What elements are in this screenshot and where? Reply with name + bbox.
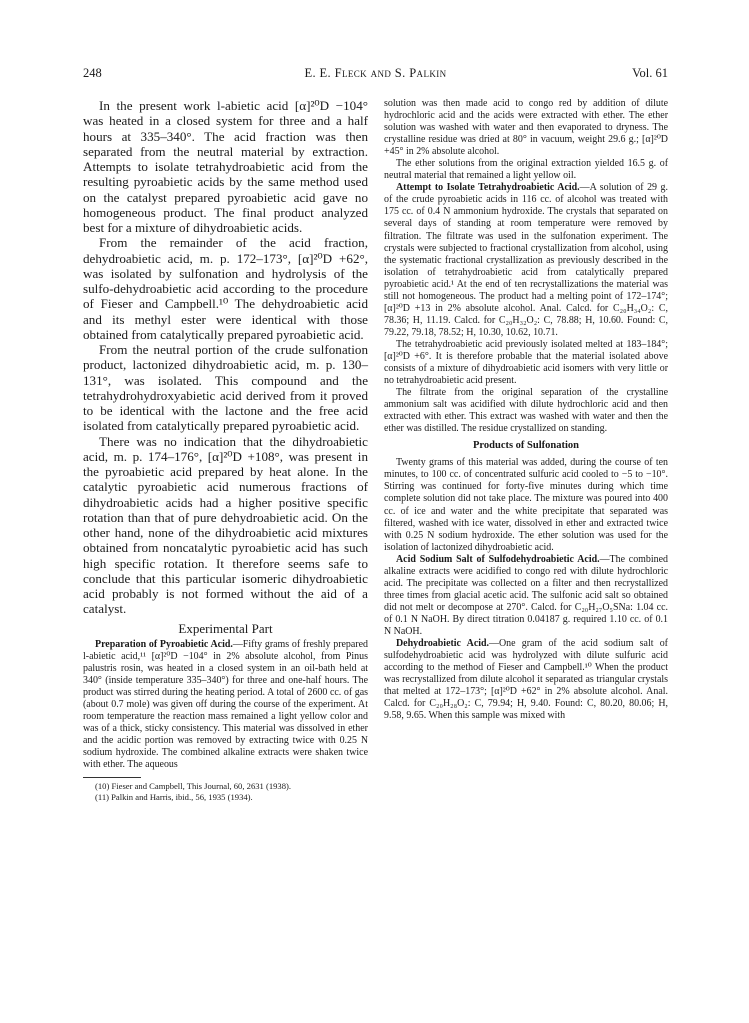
body-paragraph: [384, 554, 668, 638]
experimental-paragraph: [83, 639, 368, 772]
body-paragraph: From the neutral portion of the crude sulfonation product, lactonized dihydroabietic acid, m. p. 130–131°, was isolated. This compound and the tetrahydrohydroxyabietic acid derived from it proved to be identical with the lactone and the free acid isolated from catalytically prepared pyroabietic acid.: [83, 342, 368, 434]
body-paragraph: There was no indication that the dihydroabietic acid, m. p. 174–176°, [α]²⁰D +108°, was present in the pyroabietic acid prepared by heat alone. In the catalytic pyroabietic acid numerous fractions of dihydroabietic acids had a higher positive specific rotation than that of pure dehydroabietic acid. On the other hand, none of the dihydroabietic acid mixtures obtained from noncatalytic pyroabietic acid has such high specific rotation. It therefore seems safe to conclude that this particular isomeric dihydroabietic acid probably is not formed without the aid of a catalyst.: [83, 433, 368, 617]
body-paragraph: [384, 339, 668, 387]
section-title-experimental: Experimental Part: [178, 620, 273, 636]
body-paragraph: [384, 638, 668, 722]
right-paragraphs: [384, 98, 668, 435]
paragraph-text: solution was then made acid to congo red by addition of dilute hydrochloric acid and the acids were extracted with ether. The ether solution was washed with water and then evaporated to dryness. The crystalline residue was dried at 80° in vacuum, weight 29.6 g.; [α]²⁰D +45° in 2% absolute alcohol.: [384, 98, 668, 158]
running-head-authors: E. E. Fleck and S. Palkin: [304, 66, 447, 80]
left-column: [83, 98, 368, 803]
paragraph-text: The ether solutions from the original extraction yielded 16.5 g. of neutral material that remained a light yellow oil.: [384, 158, 668, 182]
footnote: (11) Palkin and Harris, ibid., 56, 1935 (1934).: [95, 792, 253, 803]
body-paragraph: In the present work l-abietic acid [α]²⁰D −104° was heated in a closed system for three and a half hours at 335–340°. The acid fraction was then separated from the neutral material by extraction. Attempts to isolate tetrahydroabietic acid from the resulting pyroabietic acids by the same method used on the catalyst prepared pyroabietic acid gave no homogeneous product. The final product analyzed best for a mixture of dihydroabietic acids.: [83, 98, 368, 235]
paragraph-text: The filtrate from the original separation of the crystalline ammonium salt was acidified with dilute hydrochloric acid and then extracted with ether. This extract was washed with water and then the ether was distilled. The residue crystallized on standing.: [384, 387, 668, 435]
paragraph-text: —Fifty grams of freshly prepared l-abietic acid,¹¹ [α]²⁰D −104° in 2% absolute alcohol, from Pinus palustris rosin, was heated in a closed system in an oil-bath held at 340° (inside temperature 335–340°) for three and one-half hours. The product was stirred during the heating period. A total of 2600 cc. of gas (about 0.7 mole) was given off during the course of the experiment. At room temperature the reaction mass remained a light yellow color and was of a thick, sticky consistency. This material was dissolved in ether and the acidic portion was removed by extracting twice with 0.25 N sodium hydroxide. The combined alkaline extracts were shaken twice with ether. The aqueous: [83, 638, 368, 770]
paragraph-heading: Preparation of Pyroabietic Acid.: [95, 638, 233, 650]
body-paragraph: [384, 387, 668, 435]
page-header: [83, 66, 668, 84]
body-paragraph: From the remainder of the acid fraction, dehydroabietic acid, m. p. 172–173°, [α]²⁰D +62°, was isolated by sulfonation and hydrolysis of the sulfo-dehydroabietic acid according to the procedure of Fieser and Campbell.¹⁰ The dehydroabietic acid and its methyl ester were identical with those obtained from catalytically prepared pyroabietic acid.: [83, 235, 368, 342]
paragraph-text: —One gram of the acid sodium salt of sulfodehydroabietic acid was hydrolyzed with dilute sulfuric acid according to the method of Fieser and Campbell.¹⁰ When the product was recrystallized from dilute alcohol it separated as triangular crystals that melted at 172–173°; [α]²⁰D +62° in 2% absolute alcohol. Anal. Calcd. for C₂₀H₂₈O₂: C, 79.94; H, 9.40. Found: C, 80.20, 80.06; H, 9.58, 9.65. When this sample was mixed with: [384, 638, 668, 722]
body-paragraph: [384, 457, 668, 553]
footnote-rule: [83, 777, 141, 778]
paragraph-text: —The combined alkaline extracts were acidified to congo red with dilute hydrochloric acid. The precipitate was collected on a filter and then recrystallized three times from glacial acetic acid. The sulfonic acid salt so obtained did not melt or decompose at 270°. Calcd. for C₂₀H₂₇O₅SNa: 1.04 cc. of 0.1 N NaOH. By direct titration 0.04187 g. required 1.10 cc. of 0.1 N NaOH.: [384, 553, 668, 637]
page-number: 248: [83, 66, 102, 80]
volume-label: Vol. 61: [632, 66, 668, 80]
section-title-sulfonation: Products of Sulfonation: [473, 440, 579, 452]
paragraph-text: Twenty grams of this material was added, during the course of ten minutes, to 100 cc. of concentrated sulfuric acid cooled to −5 to −10°. Stirring was continued for forty-five minutes during which time complete solution did not take place. The mixture was poured into 400 cc. of ice and water and the white precipitate that separated was filtered, washed with ice water, dissolved in ether and extracted twice with 0.25 N sodium hydroxide. The ether solution was used for the isolation of lactonized dihydroabietic acid.: [384, 457, 668, 553]
paragraph-heading: Dehydroabietic Acid.: [396, 638, 490, 650]
paragraph-text: —A solution of 29 g. of the crude pyroabietic acids in 116 cc. of alcohol was treated with 175 cc. of 0.4 N ammonium hydroxide. The crystals that separated on several days of standing at room temperature were removed by filtration. The filtrate was used in the sulfonation experiment. The crystals were subjected to fractional crystallization from alcohol, using the systematic fractional crystallization as previously described in the isolation of tetrahydroabietic acid from catalytically prepared pyroabietic acid.¹ At the end of ten recrystallizations the material was still not homogeneous. The product had a melting point of 172–174°; [α]²⁰D +13 in 2% absolute alcohol. Anal. Calcd. for C₂₀H₃₄O₂: C, 78.36; H, 11.19. Calcd. for C₂₀H₃₂O₂: C, 78.88; H, 10.60. Found: C, 79.22, 79.18, 78.52; H, 10.30, 10.62, 10.71.: [384, 182, 668, 338]
body-paragraph: [384, 182, 668, 339]
right-column: [384, 98, 668, 722]
body-paragraph: [384, 98, 668, 158]
sulfonation-paragraphs: [384, 457, 668, 722]
footnote: (10) Fieser and Campbell, This Journal, 60, 2631 (1938).: [95, 781, 292, 792]
body-paragraph: [384, 158, 668, 182]
paragraph-text: The tetrahydroabietic acid previously isolated melted at 183–184°; [α]²⁰D +6°. It is therefore probable that the material isolated above consists of a mixture of dihydroabietic acid isomers with very little or no tetrahydroabietic acid present.: [384, 338, 668, 387]
paragraph-heading: Acid Sodium Salt of Sulfodehydroabietic Acid.: [396, 553, 600, 565]
paragraph-heading: Attempt to Isolate Tetrahydroabietic Acid.: [396, 182, 580, 194]
